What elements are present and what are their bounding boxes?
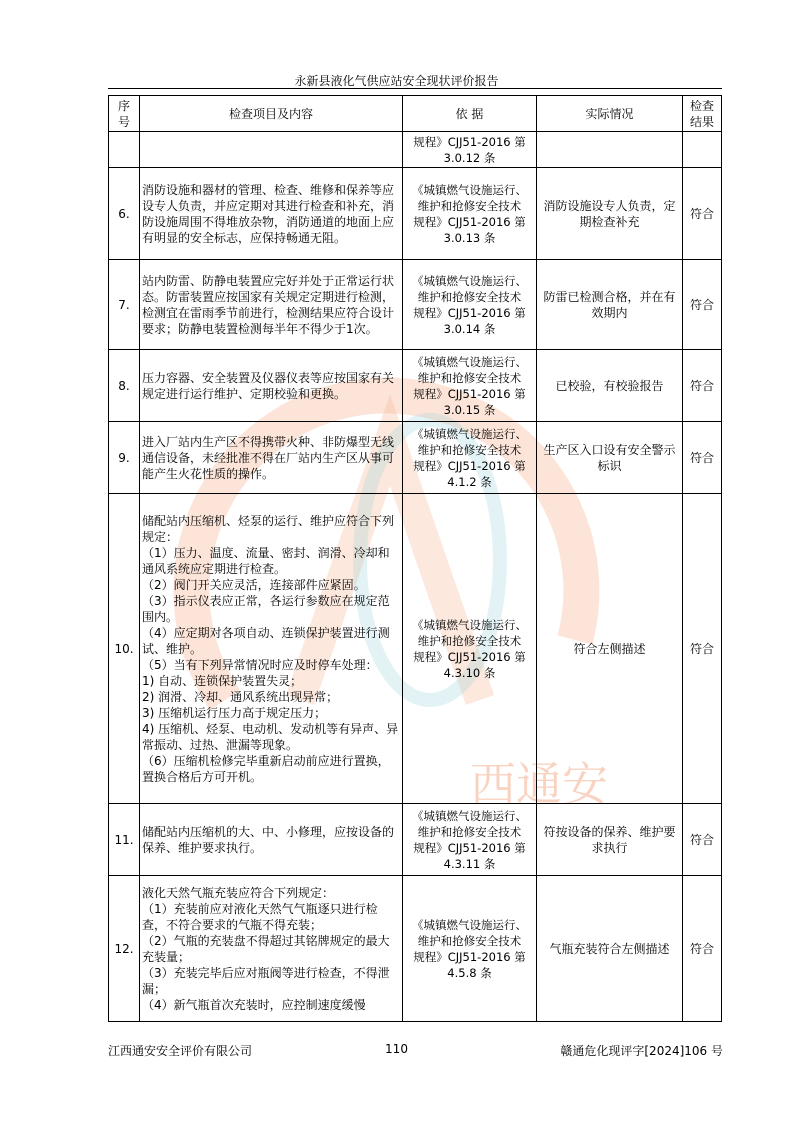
basis-cell: 《城镇燃气设施运行、 维护和抢修安全技术 规程》CJJ51-2016 第 4.3.10 条 (403, 494, 537, 804)
watermark-text: 西通安 (470, 757, 608, 811)
actual-cell: 气瓶充装符合左侧描述 (537, 876, 683, 1022)
col-header-item: 检查项目及内容 (140, 96, 403, 132)
table-row-continued (109, 132, 722, 168)
item-content: 站内防雷、防静电装置应完好并处于正常运行状态。防雷装置应按国家有关规定定期进行检测，检测宜在雷雨季节前进行，检测结果应符合设计要求；防静电装置检测每半年不得少于1次。 (140, 260, 403, 350)
result-cell: 符合 (683, 494, 722, 804)
basis-cell: 《城镇燃气设施运行、 维护和抢修安全技术 规程》CJJ51-2016 第 3.0.14 条 (403, 260, 537, 350)
actual-cell: 防雷已检测合格，并在有效期内 (537, 260, 683, 350)
item-content: 压力容器、安全装置及仪器仪表等应按国家有关规定进行运行维护、定期校验和更换。 (140, 350, 403, 422)
item-content: 储配站内压缩机、烃泵的运行、维护应符合下列规定： （1）压力、温度、流量、密封、润滑、冷却和通风系统应定期进行检查。 （2）阀门开关应灵活，连接部件应紧固。 （3）指示仪表应正常，各运行参数应在规定范围内。 （4）应定期对各项自动、连锁保护装置进行测试、维护。 （5）当有下列异常情况时应及时停车处理： 1) 自动、连锁保护装置失灵； 2) 润滑、冷却、通风系统出现异常； 3) 压缩机运行压力高于规定压力； 4) 压缩机、烃泵、电动机、发动机等有异声、异常振动、过热、泄漏等现象。 （6）压缩机检修完毕重新启动前应进行置换，置换合格后方可开机。 (140, 494, 403, 804)
item-content: 液化天然气瓶充装应符合下列规定： （1）充装前应对液化天然气气瓶逐只进行检查，不符合要求的气瓶不得充装； （2）气瓶的充装盘不得超过其铭牌规定的最大充装量； （3）充装完毕后应对瓶阀等进行检查，不得泄漏； （4）新气瓶首次充装时，应控制速度缓慢 (140, 876, 403, 1022)
footer-company: 江西通安安全评价有限公司 (108, 1044, 253, 1058)
footer-doc-number: 赣通危化现评字[2024]106 号 (560, 1044, 723, 1058)
item-content: 进入厂站内生产区不得携带火种、非防爆型无线通信设备，未经批准不得在厂站内生产区从事可能产生火花性质的操作。 (140, 422, 403, 494)
report-title: 永新县液化气供应站安全现状评价报告 (294, 74, 499, 88)
table-row (109, 260, 722, 350)
row-number: 12. (109, 876, 140, 1022)
result-cell: 符合 (683, 350, 722, 422)
basis-cell: 《城镇燃气设施运行、 维护和抢修安全技术 规程》CJJ51-2016 第 4.3.11 条 (403, 804, 537, 876)
table-row (109, 876, 722, 1022)
result-cell: 符合 (683, 168, 722, 260)
row-number: 10. (109, 494, 140, 804)
item-content: 储配站内压缩机的大、中、小修理，应按设备的保养、维护要求执行。 (140, 804, 403, 876)
actual-cell: 符合左侧描述 (537, 494, 683, 804)
basis-cell: 规程》CJJ51-2016 第 3.0.12 条 (403, 132, 537, 168)
table-row (109, 168, 722, 260)
table-row (109, 804, 722, 876)
header-divider (108, 88, 722, 89)
item-content: 消防设施和器材的管理、检查、维修和保养等应设专人负责，并应定期对其进行检查和补充，消防设施周围不得堆放杂物，消防通道的地面上应有明显的安全标志，应保持畅通无阻。 (140, 168, 403, 260)
basis-cell: 《城镇燃气设施运行、 维护和抢修安全技术 规程》CJJ51-2016 第 3.0.15 条 (403, 350, 537, 422)
row-number: 8. (109, 350, 140, 422)
basis-cell: 《城镇燃气设施运行、 维护和抢修安全技术 规程》CJJ51-2016 第 4.5.8 条 (403, 876, 537, 1022)
col-header-basis: 依 据 (403, 96, 537, 132)
result-cell: 符合 (683, 260, 722, 350)
col-header-seq: 序 号 (109, 96, 140, 132)
basis-cell: 《城镇燃气设施运行、 维护和抢修安全技术 规程》CJJ51-2016 第 3.0.13 条 (403, 168, 537, 260)
table-row (109, 494, 722, 804)
result-cell: 符合 (683, 876, 722, 1022)
result-cell: 符合 (683, 422, 722, 494)
actual-cell: 符按设备的保养、维护要求执行 (537, 804, 683, 876)
actual-cell: 已校验，有校验报告 (537, 350, 683, 422)
table-row (109, 422, 722, 494)
row-number: 11. (109, 804, 140, 876)
row-number: 6. (109, 168, 140, 260)
inspection-table (108, 95, 722, 1022)
footer-page-number: 110 (385, 1042, 408, 1056)
table-row (109, 350, 722, 422)
actual-cell: 消防设施设专人负责，定期检查补充 (537, 168, 683, 260)
row-number: 7. (109, 260, 140, 350)
col-header-result: 检查 结果 (683, 96, 722, 132)
col-header-actual: 实际情况 (537, 96, 683, 132)
row-number: 9. (109, 422, 140, 494)
actual-cell: 生产区入口设有安全警示标识 (537, 422, 683, 494)
basis-cell: 《城镇燃气设施运行、 维护和抢修安全技术 规程》CJJ51-2016 第 4.1.2 条 (403, 422, 537, 494)
result-cell: 符合 (683, 804, 722, 876)
